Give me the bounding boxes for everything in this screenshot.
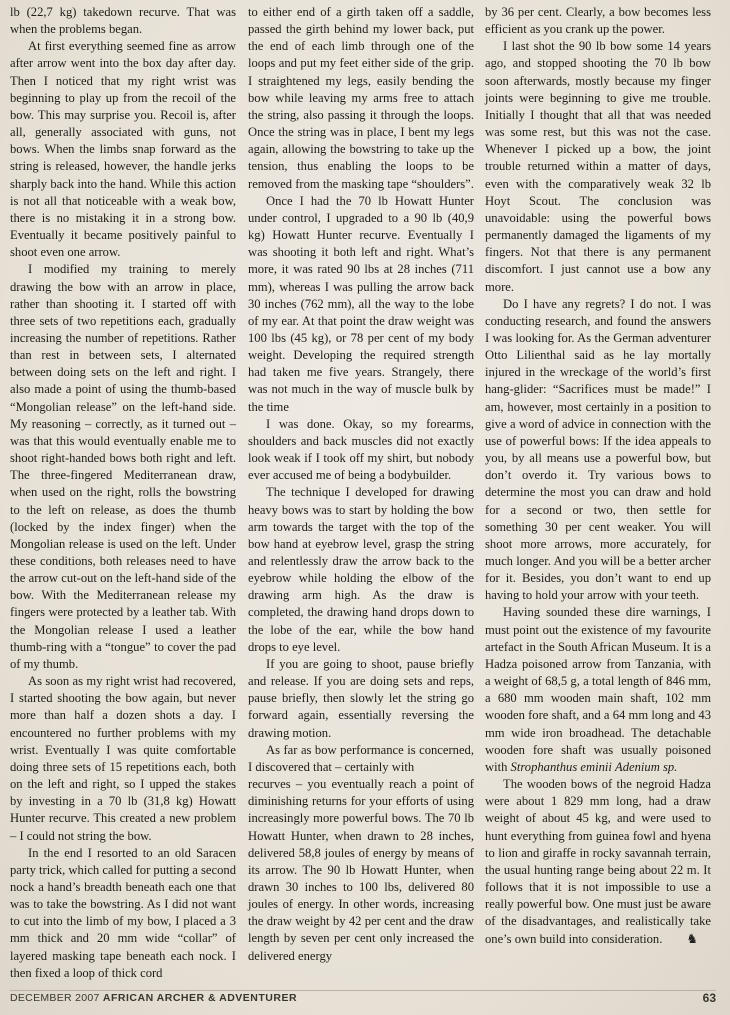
footer-issue xyxy=(10,992,297,1004)
paragraph: Do I have any regrets? I do not. I was conducting research, and found the answers I was looking for. As the German adventurer Otto Lilienthal said as he lay mortally injured in the wreckage of the world’s first hang-glider: “Sacrifices must be made!” I am, however, most certainly in a position to give a word of advice in connection with the use of powerful bows: If the idea appeals to you, by all means use a powerful bow, but don’t overdo it. Try various bows to determine the most you can draw and hold for a second or two, then settle for something 30 per cent weaker. You will shoot more arrows, more accurately, for much longer. And you will be a better archer for it. Besides, you don’t want to end up having to hold your arrow with your teeth. xyxy=(485,296,711,603)
paragraph: lb (22,7 kg) takedown recurve. That was when the problems began. xyxy=(10,5,236,37)
paragraph: by 36 per cent. Clearly, a bow becomes less efficient as you crank up the power. xyxy=(485,5,711,37)
paragraph-with-end-mark xyxy=(485,776,711,949)
issue-date: DECEMBER 2007 xyxy=(10,992,100,1004)
paragraph: I modified my training to merely drawing the bow with an arrow in place, rather than shooting it. I started off with three sets of two repetitions each, gradually increasing the number of repetitions. Rather than rest in between sets, I alternated between doing sets on the left and right. I also made a point of using the thumb-based “Mongolian release” on the left-hand side. My reasoning – correctly, as it turned out – was that this would eventually enable me to shoot right-handed bows both right and left. The three-fingered Mediterranean draw, when used on the right, rolls the bowstring to the left on release, as does the thumb (locked by the index finger) when the Mongolian release is used on the left. Under these conditions, both releases need to have the arrow cut-out on the left-hand side of the bow. With the Mediterranean release my fingers were protected by a leather tab. With the Mongolian release I used a leather thumb-ring with a “tongue” to cover the pad of my thumb. xyxy=(10,262,236,671)
paragraph-text: Having sounded these dire warnings, I must point out the existence of my favourite artefact in the South African Museum. It is a Hadza poisoned arrow from Tanzania, with a weight of 68,5 g, a total length of 846 mm, a 680 mm wooden main shaft, 102 mm wooden fore shaft, and a 64 mm long and 43 mm wide iron broadhead. The detachable wooden fore shaft was usually poisoned with xyxy=(485,605,711,774)
paragraph: I was done. Okay, so my forearms, shoulders and back muscles did not exactly look weak if I took off my shirt, but nobody ever accused me of being a bodybuilder. xyxy=(248,416,474,483)
species-name: Adenium sp. xyxy=(615,759,678,774)
paragraph-text: The wooden bows of the negroid Hadza were about 1 829 mm long, had a draw weight of about 45 kg, and were used to hunt everything from guinea fowl and hyena to lion and giraffe in rocky savannah terrain, the usual hunting range being about 22 m. It follows that it is not impossible to use a really powerful bow. One must just be aware of the disadvantages, and realistically take one’s own build into consideration. xyxy=(485,777,711,947)
paragraph: Once I had the 70 lb Howatt Hunter under control, I upgraded to a 90 lb (40,9 kg) Howatt Hunter recurve. Eventually I was shooting it both left and right. What’s more, it was rated 90 lbs at 28 inches (711 mm), whereas I was pulling the arrow back 30 inches (762 mm), all the way to the lobe of my ear. At that point the draw weight was 100 lbs (45 kg), or 78 per cent of my body weight. Developing the required strength had taken me five years. Strangely, there was not much in the way of muscle bulk by the time xyxy=(248,193,474,414)
paragraph: In the end I resorted to an old Saracen party trick, which called for putting a second nock a hand’s breadth beneath each one that was to take the bowstring. As I did not want to cut into the limb of my bow, I placed a 3 mm thick and 20 mm wide “collar” of layered masking tape beneath each nock. I then fixed a loop of thick cord xyxy=(10,845,236,980)
page-footer xyxy=(10,990,716,1009)
paragraph: I last shot the 90 lb bow some 14 years ago, and stopped shooting the 70 lb bow soon afterwards, mostly because my finger joints were beginning to give me trouble. Initially I thought that all that was needed was some rest, but this was not the case. Whenever I picked up a bow, the joint trouble returned within a matter of days, even with the comparatively weak 32 lb Hoyt Scout. The conclusion was unavoidable: using the powerful bows permanently damaged the ligaments of my fingers. Not that there is any permanent discomfort. I just cannot use a bow any more. xyxy=(485,39,711,294)
page-number: 63 xyxy=(702,991,716,1005)
paragraph: If you are going to shoot, pause briefly and release. If you are doing sets and reps, pause briefly, then slowly let the string go forward again, essentially reversing the drawing motion. xyxy=(248,656,474,740)
paragraph: The technique I developed for drawing heavy bows was to start by holding the bow arm towards the target with the top of the bow hand at eyebrow level, grasp the string and relentlessly draw the arrow back to the eyebrow while holding the elbow of the drawing arm high. As the draw is completed, the drawing hand drops down to the lobe of the ear, while the bow hand drops to eye level. xyxy=(248,485,474,654)
paragraph: As soon as my right wrist had recovered, I started shooting the bow again, but never more than half a dozen shots a day. I encountered no further problems with my wrist. Eventually I was quite comfortable doing three sets of 15 repetitions each, both on the left and right, so I upped the stakes by investing in a 70 lb (31,8 kg) Howatt Hunter recurve. This created a new problem – I could not string the bow. xyxy=(10,674,236,843)
article-column-3 xyxy=(485,4,711,949)
paragraph: to either end of a girth taken off a saddle, passed the girth behind my lower back, put the end of each limb through one of the loops and put my feet either side of the grip. I straightened my legs, easily bending the bow while leaving my arms free to attach the string, also passing it through the loops. Once the string was in place, I bent my legs again, allowing the bowstring to take up the tension, thus enabling the loops to be removed from the masking tape “shoulders”. xyxy=(248,5,474,191)
end-mark-icon: ♞ xyxy=(686,931,698,947)
paragraph: At first everything seemed fine as arrow after arrow went into the box day after day. Then I noticed that my right wrist was beginning to play up from the recoil of the bow. This may surprise you. Recoil is, after all, generally associated with guns, not bows. When the limbs snap forward as the string is released, however, the handle jerks sharply back into the hand. While this action is not all that noticeable with a weak bow, there is no mistaking it in a strong bow. Eventually it became positively painful to shoot even one arrow. xyxy=(10,39,236,260)
paragraph: recurves – you eventually reach a point of diminishing returns for your efforts of using increasingly more powerful bows. The 70 lb Howatt Hunter, when drawn to 28 inches, delivered 58,8 joules of energy by means of its arrow. The 90 lb Howatt Hunter, when drawn 30 inches to 100 lbs, delivered 80 joules of energy. In other words, increasing the draw weight by 42 per cent and the draw length by seven per cent only increased the delivered energy xyxy=(248,777,474,963)
article-column-1 xyxy=(10,4,236,982)
magazine-name: AFRICAN ARCHER & ADVENTURER xyxy=(102,992,298,1004)
species-name: Strophanthus eminii xyxy=(510,759,612,774)
paragraph-with-species xyxy=(485,604,711,776)
article-column-2 xyxy=(248,4,474,965)
paragraph: As far as bow performance is concerned, I discovered that – certainly with xyxy=(248,742,474,774)
